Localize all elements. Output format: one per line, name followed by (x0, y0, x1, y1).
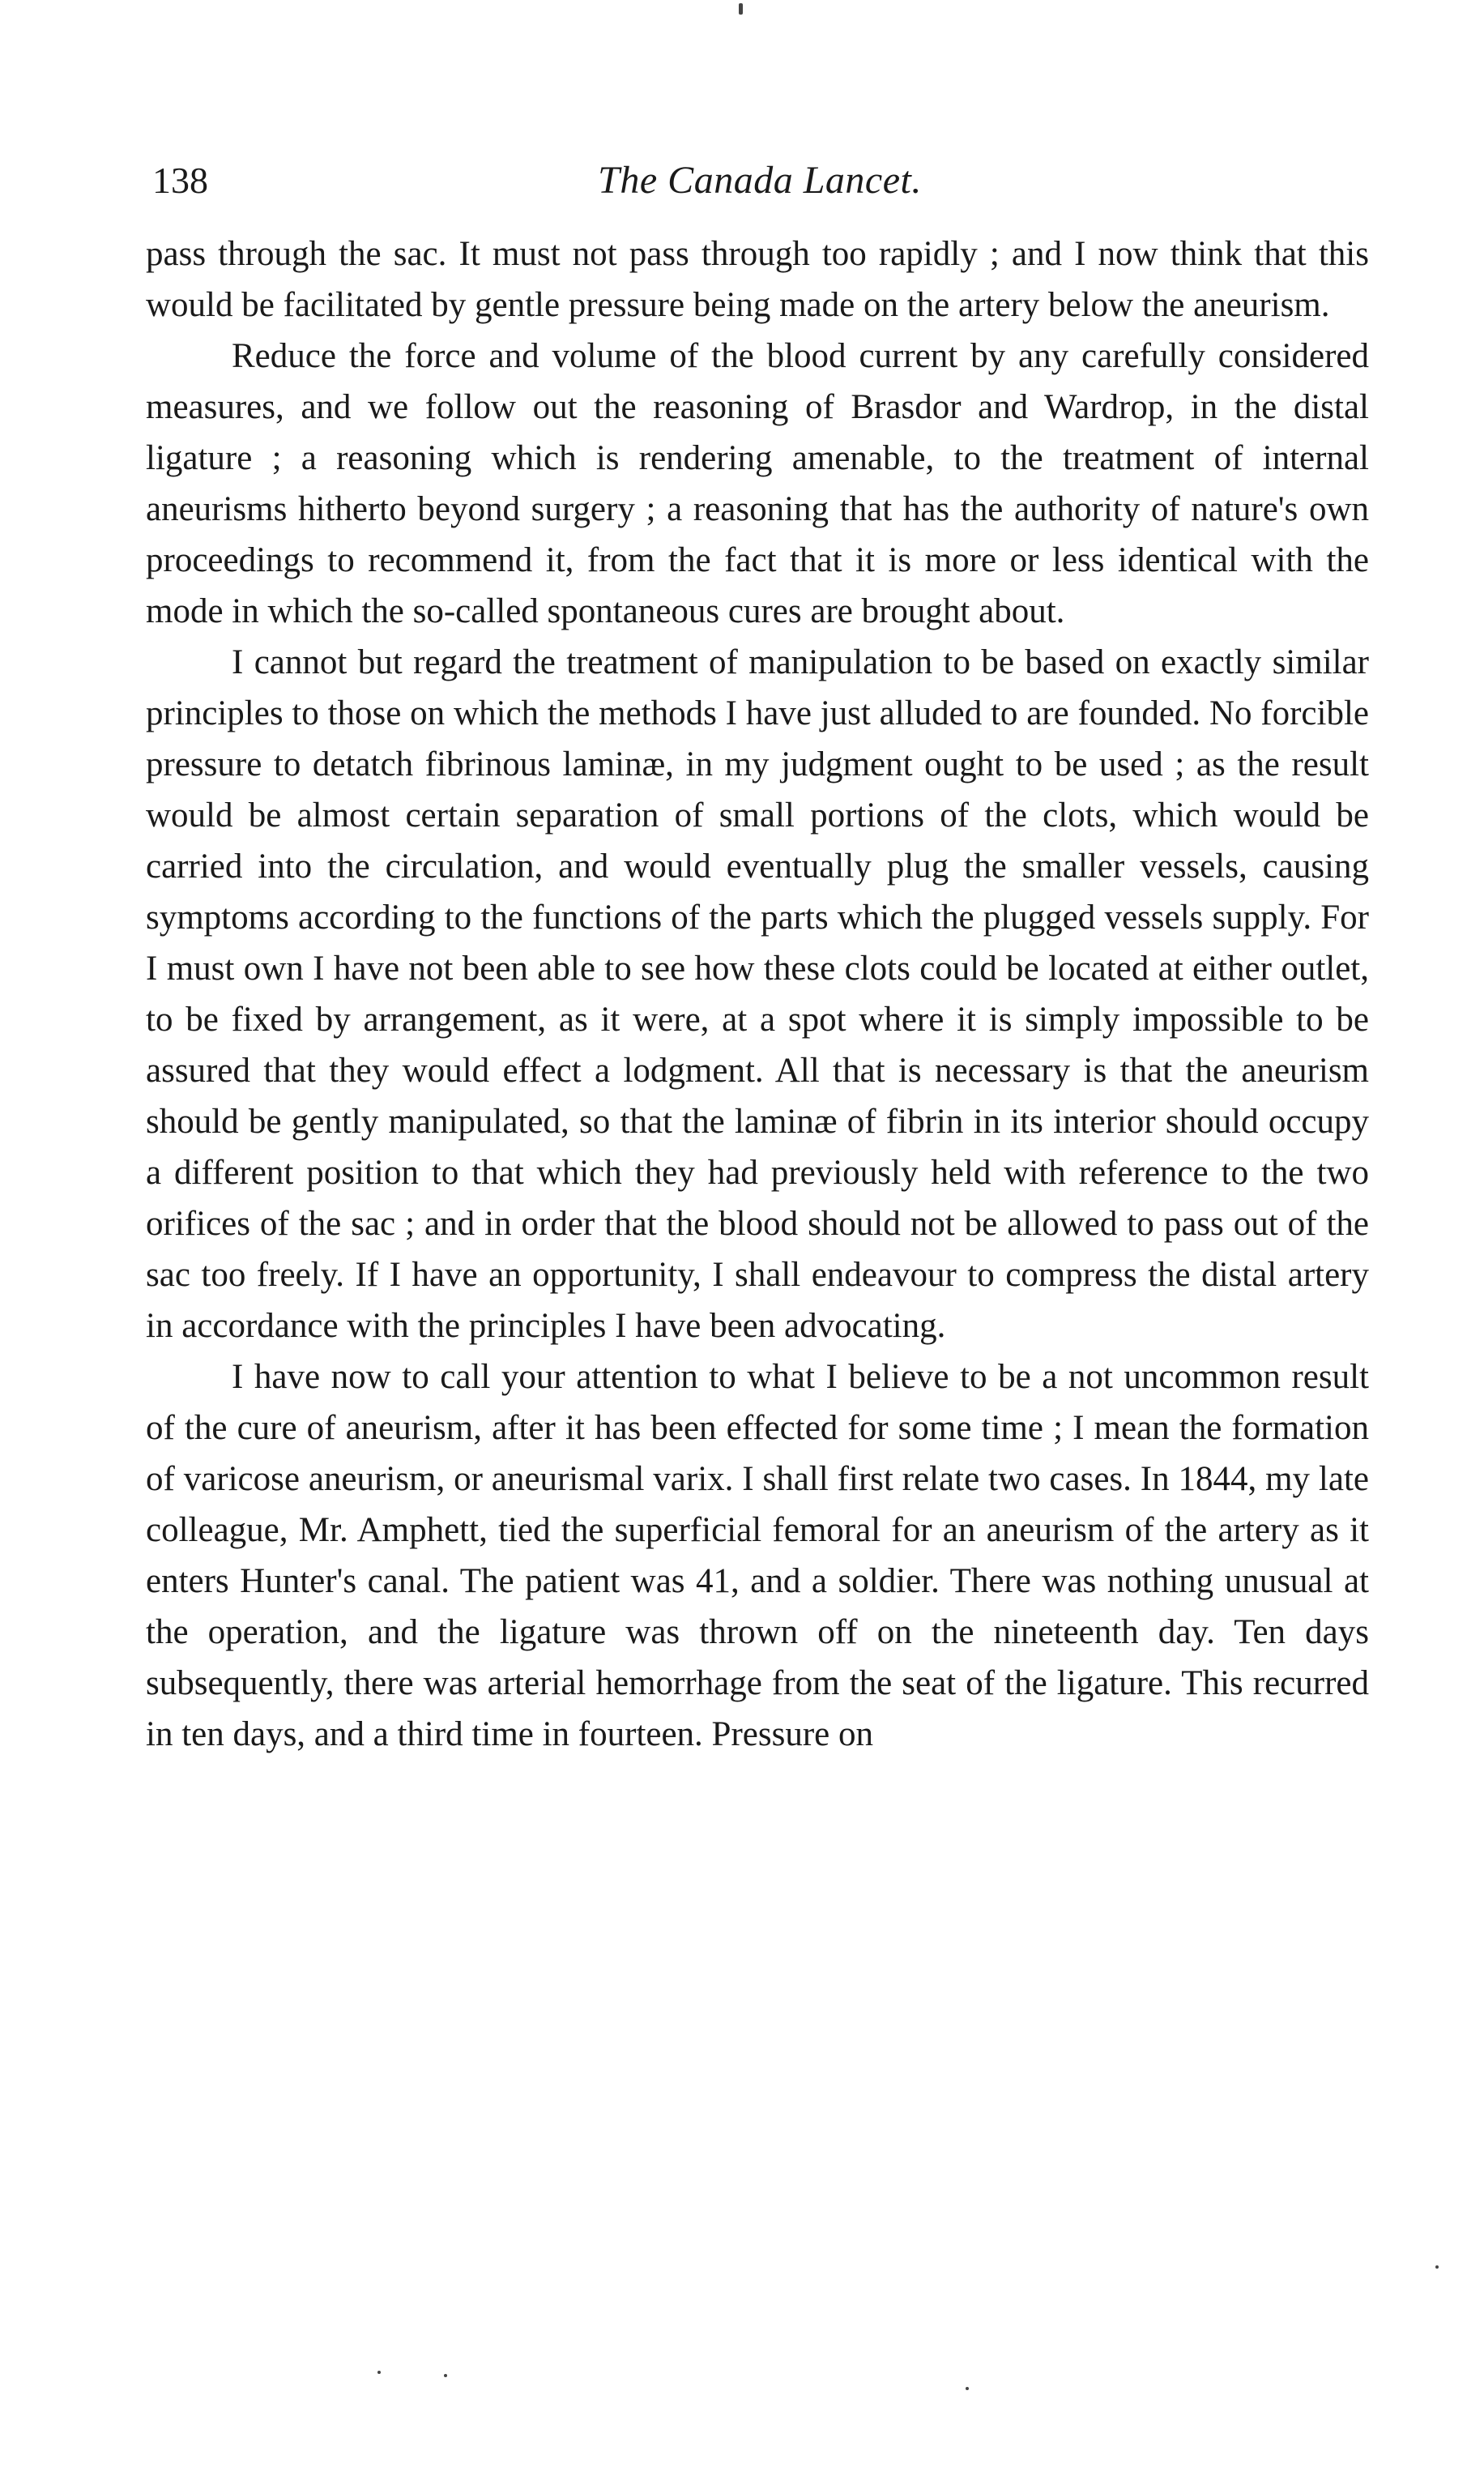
paragraph-manipulation: I cannot but regard the treatment of manipulation to be based on exactly similar principles to those on which the methods I have just alluded to are founded. No forcible pressure to detatch fibrinous laminæ, in my judgment ought to be used ; as the result would be almost certain separation of small portions of the clots, which would be carried into the circulation, and would eventually plug the smaller vessels, causing symptoms according to the functions of the parts which the plugged vessels supply. For I must own I have not been able to see how these clots could be located at either outlet, to be fixed by arrangement, as it were, at a spot where it is simply impossible to be assured that they would effect a lodgment. All that is necessary is that the aneurism should be gently manipulated, so that the laminæ of fibrin in its interior should occupy a different position to that which they had previously held with reference to the two orifices of the sac ; and in order that the blood should not be allowed to pass out of the sac too freely. If I have an opportunity, I shall endeavour to compress the distal artery in accordance with the principles I have been advocating. (146, 643, 1369, 1345)
paragraph-varicose-aneurism: I have now to call your attention to what I believe to be a not uncommon result of the cure of aneurism, after it has been effected for some time ; I mean the formation of varicose aneurism, or aneurismal varix. I shall first relate two cases. In 1844, my late colleague, Mr. Amphett, tied the superficial femoral for an aneurism of the artery as it enters Hunter's canal. The patient was 41, and a soldier. There was nothing unusual at the operation, and the ligature was thrown off on the nineteenth day. Ten days subsequently, there was arterial hemorrhage from the seat of the ligature. This recurred in ten days, and a third time in fourteen. Pressure on (146, 1358, 1369, 1753)
scan-speck (377, 2371, 381, 2374)
page-header (152, 152, 1367, 209)
running-title: The Canada Lancet. (598, 159, 922, 202)
scan-speck (444, 2374, 447, 2377)
body-text (146, 228, 1369, 1760)
paragraph-continuation: pass through the sac. It must not pass through too rapidly ; and I now think that this would be facilitated by gentle pressure being made on the artery below the aneurism. (146, 235, 1369, 324)
page-number: 138 (152, 160, 208, 201)
paragraph-distal-ligature: Reduce the force and volume of the blood current by any carefully considered measures, and we follow out the reasoning of Brasdor and Wardrop, in the distal ligature ; a reasoning which is rendering amenable, to the treatment of internal aneurisms hitherto beyond surgery ; a reasoning that has the authority of nature's own proceedings to recommend it, from the fact that it is more or less identical with the mode in which the so-called spontaneous cures are brought about. (146, 337, 1369, 630)
scan-speck (1435, 2265, 1439, 2269)
scan-speck (966, 2387, 969, 2390)
scan-speck (739, 3, 743, 15)
